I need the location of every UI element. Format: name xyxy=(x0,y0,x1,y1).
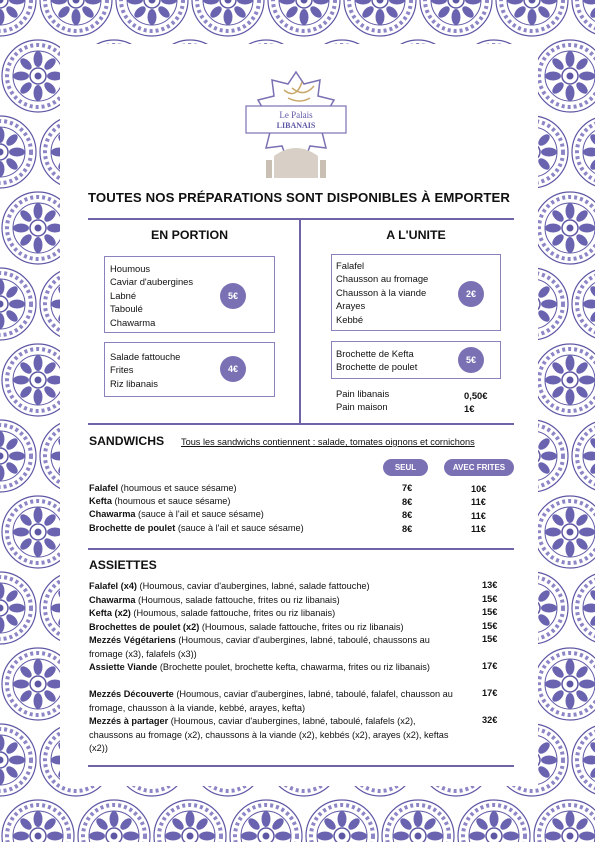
sandwich-price-seul: 8€ xyxy=(402,524,413,534)
list-item: Arayes xyxy=(336,300,366,312)
sandwich-name: Falafel xyxy=(89,483,119,493)
portion-group-2-list xyxy=(110,350,180,390)
sandwich-price-frites: 11€ xyxy=(471,497,486,507)
sandwich-price-frites: 11€ xyxy=(471,511,486,521)
assiette-price: 15€ xyxy=(482,634,498,644)
assiette-name: Brochettes de poulet (x2) xyxy=(89,622,200,632)
divider-bottom xyxy=(88,765,514,767)
sandwich-price-frites: 11€ xyxy=(471,524,486,534)
sandwich-detail: (houmous et sauce sésame) xyxy=(111,496,231,506)
assiette-row xyxy=(89,688,454,715)
assiette-detail: (Brochette poulet, brochette kefta, chawarma, frites ou riz libanais) xyxy=(157,662,430,672)
portion-title: EN PORTION xyxy=(150,228,229,242)
assiette-detail: (Houmous, salade fattouche, frites ou riz libanais) xyxy=(199,622,404,632)
assiette-price: 32€ xyxy=(482,715,498,725)
divider-sandwichs xyxy=(88,423,514,425)
headline: TOUTES NOS PRÉPARATIONS SONT DISPONIBLES À EMPORTER xyxy=(87,190,510,205)
list-item: Chausson au fromage xyxy=(336,273,429,285)
sandwichs-title: SANDWICHS xyxy=(89,434,165,448)
sandwich-price-frites: 10€ xyxy=(471,484,487,494)
list-item: Brochette de poulet xyxy=(336,361,418,373)
assiette-row xyxy=(89,661,454,675)
assiette-name: Chawarma xyxy=(89,595,136,605)
sandwich-detail: (houmous et sauce sésame) xyxy=(118,483,237,493)
price-badge: 2€ xyxy=(458,281,484,307)
portion-group-1-list xyxy=(110,262,193,329)
assiettes-title: ASSIETTES xyxy=(89,558,157,572)
list-item: Frites xyxy=(110,364,134,376)
sandwich-detail: (sauce à l'ail et sauce sésame) xyxy=(175,523,304,533)
sandwich-price-seul: 8€ xyxy=(402,510,413,520)
price-badge: 5€ xyxy=(458,347,484,373)
sandwich-row xyxy=(89,509,264,519)
col-avec-frites-pill: AVEC FRITES xyxy=(444,459,514,476)
col-seul-pill: SEUL xyxy=(383,459,428,476)
assiette-name: Mezzés Végétariens xyxy=(89,635,176,645)
unite-title: A L'UNITE xyxy=(386,228,446,242)
assiette-detail: (Houmous, caviar d'aubergines, labné, taboulé, falafels (x2), chaussons au fromage (x2), chaussons à la viande (x2), kebbés (x2), arayes (x2), keftas (x2)) xyxy=(89,716,449,754)
list-item: Riz libanais xyxy=(110,377,158,389)
assiette-row xyxy=(89,594,469,608)
assiette-detail: (Houmous, caviar d'aubergines, labné, salade fattouche) xyxy=(137,581,370,591)
unite-group-2 xyxy=(331,341,501,379)
assiette-price: 15€ xyxy=(482,621,498,631)
list-item: Brochette de Kefta xyxy=(336,348,414,359)
assiette-price: 17€ xyxy=(482,661,498,671)
list-item: Labné xyxy=(110,289,137,301)
sandwich-detail: (sauce à l'ail et sauce sésame) xyxy=(135,509,264,519)
list-item: Chawarma xyxy=(110,316,156,328)
pain-libanais-price: 0,50€ xyxy=(464,390,488,401)
list-item: Houmous xyxy=(110,263,151,274)
assiette-name: Falafel (x4) xyxy=(89,581,137,591)
list-item: Salade fattouche xyxy=(110,351,181,362)
assiette-price: 15€ xyxy=(482,607,498,617)
assiette-detail: (Houmous, caviar d'aubergines, labné, taboulé, chaussons au fromage (x3), falafels (x3)) xyxy=(89,635,430,659)
sandwich-row xyxy=(89,523,304,533)
unite-group-1 xyxy=(331,254,501,331)
list-item: Kebbé xyxy=(336,313,364,325)
pain-maison: Pain maison xyxy=(336,401,388,412)
assiette-row xyxy=(89,607,469,621)
assiette-detail: (Houmous, caviar d'aubergines, labné, taboulé, falafel, chausson au fromage, chausson à la viande, kebbé, arayes, kefta) xyxy=(89,689,453,713)
assiette-name: Kefta (x2) xyxy=(89,608,131,618)
sandwichs-note: Tous les sandwichs contiennent : salade, tomates oignons et cornichons xyxy=(181,437,475,447)
sandwich-row xyxy=(89,496,230,506)
sandwich-name: Chawarma xyxy=(89,509,136,519)
assiette-detail: (Houmous, salade fattouche, frites ou riz libanais) xyxy=(130,608,336,618)
divider-assiettes xyxy=(88,548,514,550)
divider-top xyxy=(88,218,514,220)
price-badge: 4€ xyxy=(220,356,246,382)
list-item: Taboulé xyxy=(110,303,143,315)
assiette-price: 17€ xyxy=(482,688,498,698)
logo-line-2: LIBANAIS xyxy=(276,121,316,130)
logo-line-1: Le Palais xyxy=(279,110,313,120)
sandwich-name: Brochette de poulet xyxy=(89,523,176,533)
assiette-detail: (Houmous, salade fattouche, frites ou riz libanais) xyxy=(135,595,340,605)
unite-group-1-list xyxy=(336,259,428,326)
pain-maison-price: 1€ xyxy=(464,403,475,414)
unite-group-2-list xyxy=(336,347,417,374)
sandwich-name: Kefta xyxy=(89,496,112,506)
assiette-row xyxy=(89,715,459,756)
portion-group-2 xyxy=(104,342,275,397)
portion-group-1 xyxy=(104,256,275,333)
sandwich-row xyxy=(89,483,237,493)
assiette-name: Mezzés à partager xyxy=(89,716,169,726)
assiette-row xyxy=(89,621,469,635)
divider-vertical xyxy=(299,218,301,423)
list-item: Chausson à la viande xyxy=(336,286,427,298)
assiette-price: 15€ xyxy=(482,594,498,604)
list-item: Falafel xyxy=(336,260,365,271)
assiette-name: Mezzés Découverte xyxy=(89,689,174,699)
list-item: Caviar d'aubergines xyxy=(110,276,194,288)
price-badge: 5€ xyxy=(220,283,246,309)
le-palais-libanais-logo xyxy=(244,70,348,178)
sandwich-price-seul: 7€ xyxy=(402,483,413,493)
assiette-row xyxy=(89,580,469,594)
assiette-row xyxy=(89,634,454,661)
assiette-name: Assiette Viande xyxy=(89,662,158,672)
sandwich-price-seul: 8€ xyxy=(402,497,413,507)
assiette-price: 13€ xyxy=(482,580,498,590)
pain-libanais: Pain libanais xyxy=(336,388,390,399)
